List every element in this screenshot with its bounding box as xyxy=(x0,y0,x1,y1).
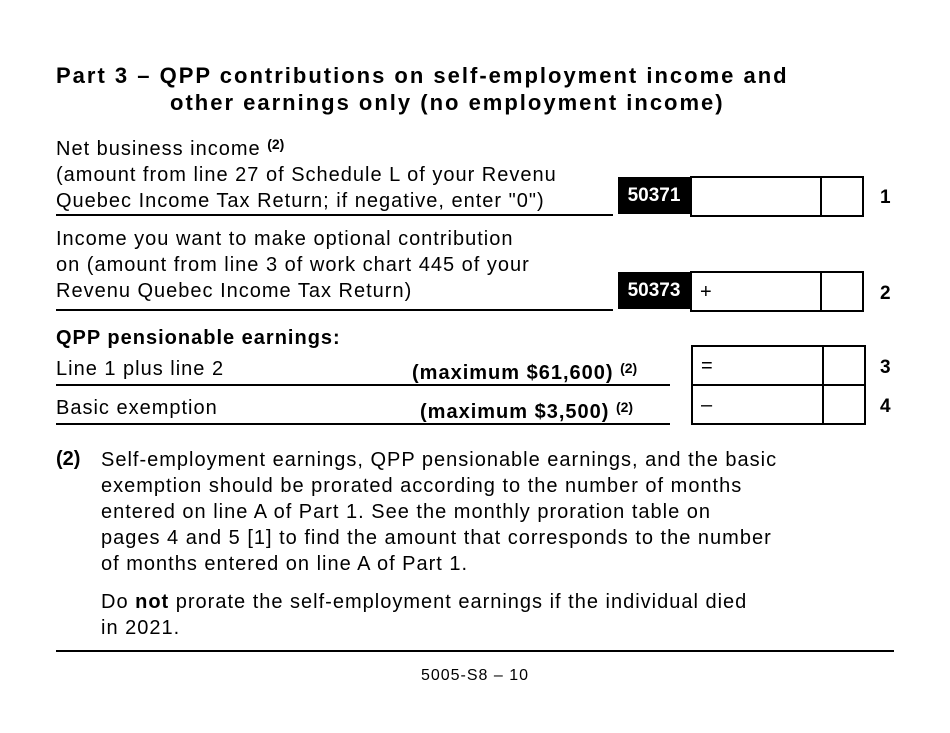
line4-cents-divider xyxy=(822,386,824,423)
line1-label-b: (amount from line 27 of Schedule L of your Revenu xyxy=(56,164,557,186)
line2-label-a: Income you want to make optional contribution xyxy=(56,228,514,250)
line3-maximum-text: (maximum $61,600) xyxy=(412,362,614,384)
note-paragraph-1 xyxy=(101,447,881,577)
line3-amount-field[interactable] xyxy=(691,345,866,386)
line4-operator: – xyxy=(701,394,713,416)
part3-title xyxy=(56,62,916,116)
line1-amount-field[interactable] xyxy=(690,176,864,217)
line2-code: 50373 xyxy=(618,272,690,309)
note-p1-line2: exemption should be prorated according to the number of months xyxy=(101,475,743,497)
note-p1-line4: pages 4 and 5 [1] to find the amount that corresponds to the number xyxy=(101,527,772,549)
line1-cents-divider xyxy=(820,178,822,215)
note-p2-bold: not xyxy=(135,591,170,613)
footer-rule xyxy=(56,650,894,652)
line2-cents-divider xyxy=(820,273,822,310)
note-p2-post: prorate the self-employment earnings if the individual died xyxy=(169,591,748,613)
line2-number: 2 xyxy=(880,283,891,304)
line3-maximum xyxy=(412,355,637,386)
line3-underline xyxy=(56,384,670,386)
part3-title-line2: other earnings only (no employment income) xyxy=(170,90,725,115)
line4-underline xyxy=(56,423,670,425)
line4-maximum-text: (maximum $3,500) xyxy=(420,401,610,423)
line2-underline xyxy=(56,309,613,311)
line4-maximum xyxy=(420,394,633,425)
part3-title-line1: Part 3 – QPP contributions on self-employment income and xyxy=(56,63,789,88)
line1-label xyxy=(56,131,557,214)
line2-label-b: on (amount from line 3 of work chart 445 of your xyxy=(56,254,530,276)
line4-label: Basic exemption xyxy=(56,397,218,419)
page-number: 5005-S8 – 10 xyxy=(420,667,530,684)
note-p2-pre: Do xyxy=(101,591,136,613)
line2-operator: + xyxy=(700,281,712,303)
line3-note-ref: (2) xyxy=(620,360,638,376)
line1-number: 1 xyxy=(880,187,891,208)
pensionable-heading: QPP pensionable earnings: xyxy=(56,327,341,349)
line3-number: 3 xyxy=(880,357,891,378)
line3-cents-divider xyxy=(822,347,824,384)
line4-note-ref: (2) xyxy=(615,399,634,415)
line2-label xyxy=(56,226,530,304)
line2-amount-field[interactable] xyxy=(690,271,864,312)
note-p2-line2: in 2021. xyxy=(101,617,181,639)
line1-note-ref: (2) xyxy=(267,136,285,152)
line4-amount-field[interactable] xyxy=(691,384,866,425)
line1-underline xyxy=(56,214,613,216)
note-paragraph-2 xyxy=(101,589,881,641)
note-p1-line1: Self-employment earnings, QPP pensionable earnings, and the basic xyxy=(101,449,778,471)
line1-label-a: Net business income xyxy=(56,138,261,160)
note-number: (2) xyxy=(56,448,81,470)
note-p1-line5: of months entered on line A of Part 1. xyxy=(101,553,469,575)
line4-number: 4 xyxy=(880,396,891,417)
line2-label-c: Revenu Quebec Income Tax Return) xyxy=(56,280,413,302)
line1-code: 50371 xyxy=(618,177,690,214)
note-p1-line3: entered on line A of Part 1. See the monthly proration table on xyxy=(101,501,712,523)
line1-label-c: Quebec Income Tax Return; if negative, enter "0") xyxy=(56,190,545,212)
line3-operator: = xyxy=(701,355,713,377)
line3-label: Line 1 plus line 2 xyxy=(56,358,225,380)
